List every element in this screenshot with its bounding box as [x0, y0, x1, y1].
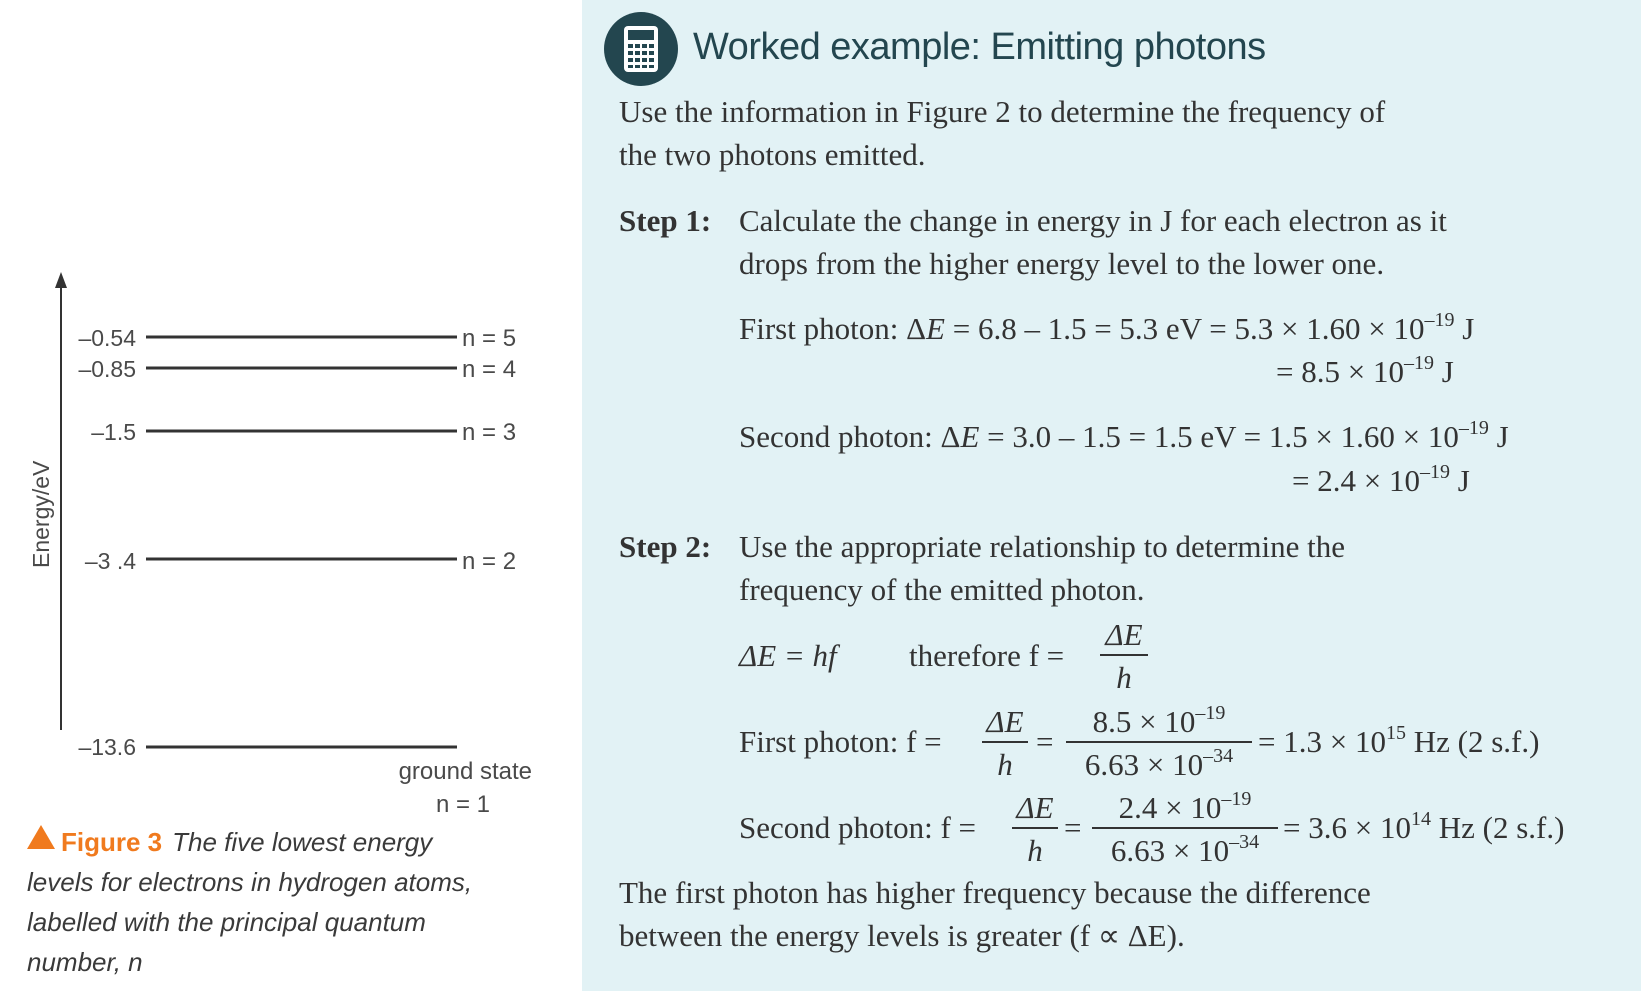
- delta-e-fraction: ΔE h: [1012, 792, 1058, 866]
- energy-level-4: [78, 356, 516, 383]
- energy-level-diagram: [0, 0, 560, 820]
- first-photon-fraction: $8.5 \times 10^{-19}$ $6.63 \times 10^{-34}$: [1066, 706, 1252, 780]
- first-photon-energy: First photon: ΔE = 6.8 – 1.5 = 5.3 eV = $5.3 \times 1.60 \times 10^{-19}$ J: [739, 309, 1475, 346]
- step1-text: drops from the higher energy level to the lower one.: [739, 246, 1385, 281]
- ground-state-n-label: n = 1: [435, 791, 490, 818]
- caption-line: number, n: [27, 947, 143, 977]
- caption-line: The five lowest energy: [172, 827, 433, 857]
- second-photon-fraction: $2.4 \times 10^{-19}$ $6.63 \times 10^{-34}$: [1092, 792, 1278, 866]
- figure-caption: [27, 822, 527, 982]
- first-photon-frequency-result: = $1.3 \times 10^{15}$ Hz (2 s.f.): [1258, 722, 1540, 759]
- energy-value: –13.6: [78, 734, 136, 760]
- n-label: n = 3: [462, 419, 517, 446]
- calculator-icon: [604, 12, 678, 86]
- first-photon-frequency-label: First photon: f =: [739, 724, 942, 759]
- second-photon-energy: Second photon: ΔE = 3.0 – 1.5 = 1.5 eV = $1.5 \times 1.60 \times 10^{-19}$ J: [739, 417, 1509, 454]
- energy-value: –3 .4: [84, 548, 136, 574]
- caption-line: labelled with the principal quantum: [27, 907, 426, 937]
- step2-text: Use the appropriate relationship to determine the: [739, 529, 1346, 564]
- equals-sign: =: [1036, 724, 1054, 759]
- caption-line: levels for electrons in hydrogen atoms,: [27, 867, 473, 897]
- energy-level-2: [85, 548, 516, 575]
- relation-equation: ΔE = hf: [739, 638, 837, 673]
- axis-arrow-icon: [55, 272, 67, 288]
- energy-value: –0.85: [78, 356, 136, 382]
- energy-level-3: [91, 419, 516, 446]
- intro-line: Use the information in Figure 2 to determine the frequency of: [619, 94, 1386, 129]
- figure-number: Figure 3: [61, 827, 163, 857]
- energy-level-1: [78, 734, 457, 760]
- energy-value: –0.54: [78, 325, 136, 351]
- delta-e-fraction: ΔE h: [982, 706, 1028, 780]
- axis-label: Energy/eV: [28, 460, 54, 568]
- step2-text: frequency of the emitted photon.: [739, 572, 1145, 607]
- conclusion-line: between the energy levels is greater (f ∝ ΔE).: [619, 918, 1185, 953]
- ground-state-label: ground state: [398, 758, 532, 785]
- therefore-text: therefore f =: [909, 638, 1065, 673]
- triangle-icon: [27, 825, 55, 849]
- equals-sign: =: [1064, 810, 1082, 845]
- intro-line: the two photons emitted.: [619, 137, 926, 172]
- step2-label: Step 2:: [619, 529, 712, 564]
- page-title: Worked example: Emitting photons: [693, 26, 1266, 68]
- second-photon-frequency-label: Second photon: f =: [739, 810, 977, 845]
- first-photon-energy-result: = $8.5 \times 10^{-19}$ J: [1276, 352, 1454, 389]
- step1-label: Step 1:: [619, 203, 712, 238]
- n-label: n = 5: [462, 325, 517, 352]
- second-photon-energy-result: = $2.4 \times 10^{-19}$ J: [1292, 461, 1470, 498]
- n-label: n = 2: [462, 548, 517, 575]
- frequency-fraction: ΔE h: [1100, 619, 1148, 693]
- n-label: n = 4: [462, 356, 517, 383]
- step1-text: Calculate the change in energy in J for each electron as it: [739, 203, 1447, 238]
- second-photon-frequency-result: = $3.6 \times 10^{14}$ Hz (2 s.f.): [1283, 808, 1565, 845]
- energy-level-5: [78, 325, 516, 352]
- energy-value: –1.5: [91, 419, 136, 445]
- conclusion-line: The first photon has higher frequency because the difference: [619, 875, 1371, 910]
